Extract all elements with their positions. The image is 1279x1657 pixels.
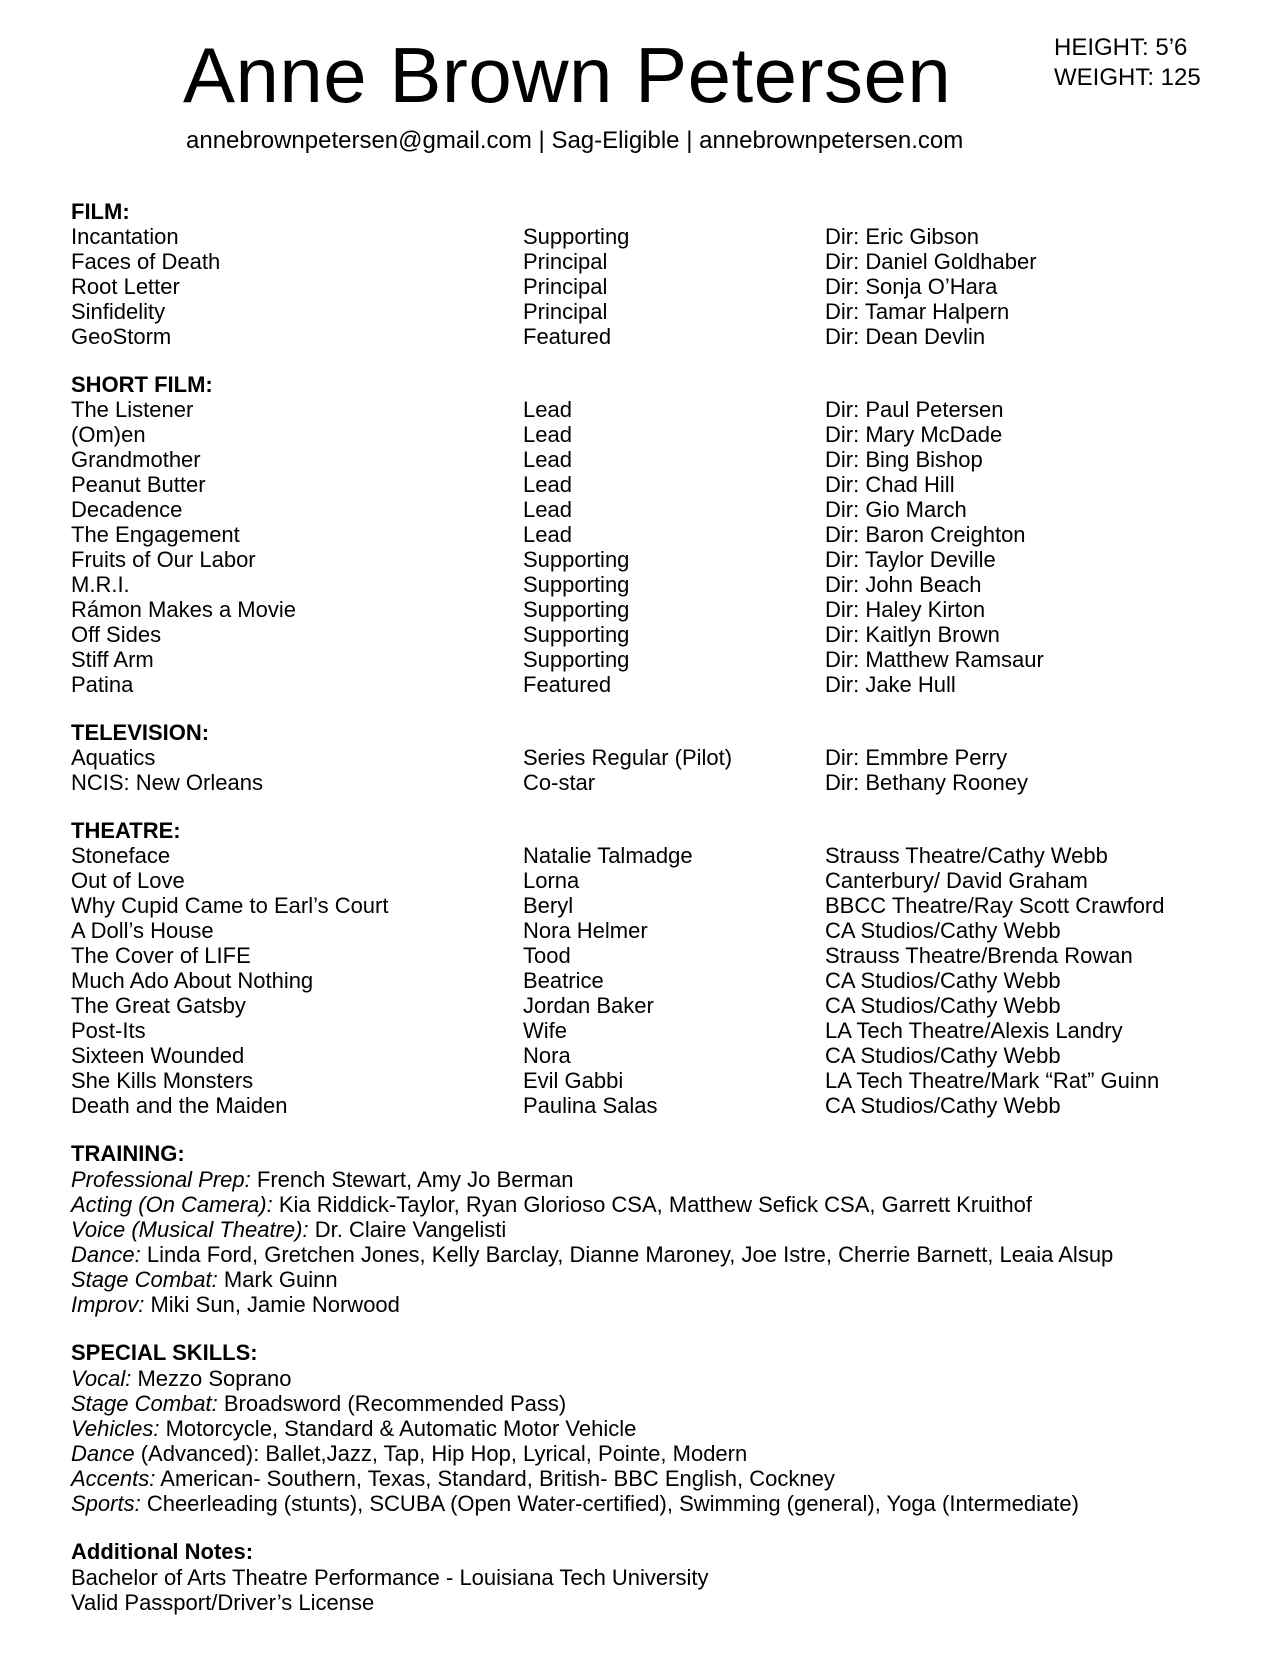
- credit-role: Lorna: [523, 868, 580, 893]
- credit-director: LA Tech Theatre/Alexis Landry: [825, 1018, 1123, 1043]
- credit-title: Much Ado About Nothing: [71, 968, 314, 993]
- labeled-line: [71, 1167, 1251, 1192]
- credit-title: Fruits of Our Labor: [71, 547, 256, 572]
- credit-role: Evil Gabbi: [523, 1068, 624, 1093]
- credit-director: Dir: Mary McDade: [825, 422, 1003, 447]
- line-text: Dr. Claire Vangelisti: [308, 1217, 507, 1242]
- credit-role: Wife: [523, 1018, 567, 1043]
- line-text: Mezzo Soprano: [131, 1366, 292, 1391]
- credit-title: Death and the Maiden: [71, 1093, 288, 1118]
- credit-title: She Kills Monsters: [71, 1068, 254, 1093]
- credit-role: Supporting: [523, 647, 630, 672]
- line-text: Miki Sun, Jamie Norwood: [144, 1292, 400, 1317]
- line-label: Acting (On Camera):: [71, 1192, 273, 1217]
- line-text: American- Southern, Texas, Standard, British- BBC English, Cockney: [155, 1466, 835, 1491]
- labeled-line: [71, 1242, 1251, 1267]
- line-text: Broadsword (Recommended Pass): [217, 1391, 567, 1416]
- credit-title: Sixteen Wounded: [71, 1043, 245, 1068]
- credit-title: Patina: [71, 672, 134, 697]
- short-film-rows: [71, 397, 1251, 697]
- credit-role: Jordan Baker: [523, 993, 654, 1018]
- credit-role: Lead: [523, 472, 572, 497]
- special-skills-items: [71, 1366, 1251, 1516]
- short-film-section: [71, 373, 1251, 697]
- credit-role: Principal: [523, 274, 608, 299]
- credit-row: [71, 324, 1251, 349]
- credit-director: Dir: Baron Creighton: [825, 522, 1026, 547]
- credit-director: Dir: Kaitlyn Brown: [825, 622, 1000, 647]
- line-label: Dance: [71, 1441, 135, 1466]
- credit-row: [71, 868, 1251, 893]
- credit-title: The Listener: [71, 397, 194, 422]
- credit-title: Aquatics: [71, 745, 156, 770]
- credit-director: CA Studios/Cathy Webb: [825, 1093, 1061, 1118]
- credit-role: Nora: [523, 1043, 571, 1068]
- training-items: [71, 1167, 1251, 1317]
- credit-row: [71, 993, 1251, 1018]
- labeled-line: [71, 1441, 1251, 1466]
- credit-title: The Engagement: [71, 522, 240, 547]
- credit-director: BBCC Theatre/Ray Scott Crawford: [825, 893, 1165, 918]
- credit-director: Dir: Bethany Rooney: [825, 770, 1028, 795]
- credit-row: [71, 893, 1251, 918]
- labeled-line: [71, 1416, 1251, 1441]
- credit-row: [71, 522, 1251, 547]
- credit-row: [71, 918, 1251, 943]
- credit-role: Lead: [523, 522, 572, 547]
- line-label: Professional Prep:: [71, 1167, 251, 1192]
- credit-director: CA Studios/Cathy Webb: [825, 968, 1061, 993]
- credit-director: Canterbury/ David Graham: [825, 868, 1088, 893]
- line-label: Accents:: [71, 1466, 156, 1491]
- line-label: Dance:: [71, 1242, 141, 1267]
- credit-director: Dir: Haley Kirton: [825, 597, 986, 622]
- note-line: Valid Passport/Driver’s License: [71, 1590, 375, 1615]
- credit-title: Faces of Death: [71, 249, 221, 274]
- credit-director: Dir: Matthew Ramsaur: [825, 647, 1044, 672]
- credit-title: A Doll’s House: [71, 918, 214, 943]
- credit-role: Principal: [523, 249, 608, 274]
- resume-body: [71, 200, 1251, 1639]
- credit-row: [71, 224, 1251, 249]
- credit-director: CA Studios/Cathy Webb: [825, 993, 1061, 1018]
- credit-row: [71, 249, 1251, 274]
- credit-role: Paulina Salas: [523, 1093, 658, 1118]
- credit-title: Sinfidelity: [71, 299, 166, 324]
- additional-notes-heading: Additional Notes:: [71, 1539, 254, 1564]
- credit-title: M.R.I.: [71, 572, 130, 597]
- credit-role: Co-star: [523, 770, 596, 795]
- line-text: Motorcycle, Standard & Automatic Motor Vehicle: [159, 1416, 637, 1441]
- credit-title: Stiff Arm: [71, 647, 154, 672]
- film-heading: FILM:: [71, 199, 130, 224]
- line-label: Vehicles:: [71, 1416, 160, 1441]
- credit-director: Dir: John Beach: [825, 572, 982, 597]
- credit-role: Principal: [523, 299, 608, 324]
- credit-role: Nora Helmer: [523, 918, 648, 943]
- credit-title: Root Letter: [71, 274, 180, 299]
- credit-row: [71, 1043, 1251, 1068]
- credit-role: Supporting: [523, 572, 630, 597]
- contact-line: annebrownpetersen@gmail.com | Sag-Eligible | annebrownpetersen.com: [186, 127, 964, 154]
- credit-row: [71, 299, 1251, 324]
- television-rows: [71, 745, 1251, 795]
- credit-director: Dir: Jake Hull: [825, 672, 956, 697]
- credit-role: Series Regular (Pilot): [523, 745, 733, 770]
- line-text: French Stewart, Amy Jo Berman: [250, 1167, 574, 1192]
- credit-director: Dir: Tamar Halpern: [825, 299, 1010, 324]
- special-skills-heading: SPECIAL SKILLS:: [71, 1340, 258, 1365]
- labeled-line: [71, 1217, 1251, 1242]
- line-text: Mark Guinn: [217, 1267, 338, 1292]
- credit-director: Dir: Bing Bishop: [825, 447, 983, 472]
- credit-row: [71, 397, 1251, 422]
- credit-role: Lead: [523, 497, 572, 522]
- note-line: Bachelor of Arts Theatre Performance - Louisiana Tech University: [71, 1565, 709, 1590]
- weight-stat: WEIGHT: 125: [1054, 64, 1201, 91]
- credit-role: Featured: [523, 672, 612, 697]
- credit-role: Featured: [523, 324, 612, 349]
- line-label: Vocal:: [71, 1366, 132, 1391]
- credit-role: Supporting: [523, 622, 630, 647]
- credit-director: CA Studios/Cathy Webb: [825, 918, 1061, 943]
- theatre-section: [71, 819, 1251, 1118]
- credit-row: [71, 843, 1251, 868]
- line-text: Cheerleading (stunts), SCUBA (Open Water-certified), Swimming (general), Yoga (Intermediate): [140, 1491, 1079, 1516]
- line-text: Linda Ford, Gretchen Jones, Kelly Barclay, Dianne Maroney, Joe Istre, Cherrie Barnett, Leaia Alsup: [140, 1242, 1114, 1267]
- credit-director: Dir: Emmbre Perry: [825, 745, 1008, 770]
- credit-director: CA Studios/Cathy Webb: [825, 1043, 1061, 1068]
- height-stat: HEIGHT: 5’6: [1054, 34, 1188, 61]
- actor-name: Anne Brown Petersen: [183, 31, 952, 119]
- credit-director: Strauss Theatre/Brenda Rowan: [825, 943, 1133, 968]
- short-film-heading: SHORT FILM:: [71, 372, 213, 397]
- theatre-rows: [71, 843, 1251, 1118]
- credit-row: [71, 745, 1251, 770]
- credit-row: [71, 597, 1251, 622]
- credit-title: The Great Gatsby: [71, 993, 246, 1018]
- credit-row: [71, 447, 1251, 472]
- credit-title: Why Cupid Came to Earl’s Court: [71, 893, 389, 918]
- television-heading: TELEVISION:: [71, 720, 210, 745]
- credit-title: Grandmother: [71, 447, 201, 472]
- credit-title: The Cover of LIFE: [71, 943, 251, 968]
- credit-row: [71, 572, 1251, 597]
- credit-title: NCIS: New Orleans: [71, 770, 263, 795]
- credit-role: Supporting: [523, 597, 630, 622]
- credit-role: Lead: [523, 447, 572, 472]
- credit-row: [71, 968, 1251, 993]
- credit-row: [71, 1093, 1251, 1118]
- line-label: Stage Combat:: [71, 1391, 218, 1416]
- physical-stats: [1054, 33, 1201, 93]
- credit-director: Dir: Sonja O’Hara: [825, 274, 998, 299]
- film-section: [71, 200, 1251, 349]
- line-label: Voice (Musical Theatre):: [71, 1217, 309, 1242]
- credit-role: Tood: [523, 943, 571, 968]
- credit-title: GeoStorm: [71, 324, 172, 349]
- special-skills-section: [71, 1341, 1251, 1516]
- credit-row: [71, 497, 1251, 522]
- labeled-line: [71, 1267, 1251, 1292]
- labeled-line: [71, 1366, 1251, 1391]
- line-text: (Advanced): Ballet,Jazz, Tap, Hip Hop, Lyrical, Pointe, Modern: [134, 1441, 748, 1466]
- credit-director: Dir: Paul Petersen: [825, 397, 1004, 422]
- credit-title: Out of Love: [71, 868, 185, 893]
- credit-director: Dir: Chad Hill: [825, 472, 955, 497]
- credit-row: [71, 472, 1251, 497]
- credit-row: [71, 1068, 1251, 1093]
- labeled-line: [71, 1466, 1251, 1491]
- credit-row: [71, 647, 1251, 672]
- credit-director: Dir: Dean Devlin: [825, 324, 986, 349]
- labeled-line: [71, 1491, 1251, 1516]
- credit-row: [71, 770, 1251, 795]
- credit-title: Off Sides: [71, 622, 162, 647]
- credit-title: Rámon Makes a Movie: [71, 597, 296, 622]
- credit-role: Supporting: [523, 224, 630, 249]
- credit-title: Decadence: [71, 497, 183, 522]
- training-heading: TRAINING:: [71, 1141, 185, 1166]
- credit-row: [71, 1018, 1251, 1043]
- credit-director: Dir: Gio March: [825, 497, 967, 522]
- credit-title: Post-Its: [71, 1018, 146, 1043]
- credit-row: [71, 547, 1251, 572]
- credit-row: [71, 622, 1251, 647]
- credit-role: Beryl: [523, 893, 574, 918]
- credit-role: Lead: [523, 422, 572, 447]
- line-text: Kia Riddick-Taylor, Ryan Glorioso CSA, Matthew Sefick CSA, Garrett Kruithof: [272, 1192, 1033, 1217]
- credit-director: Strauss Theatre/Cathy Webb: [825, 843, 1108, 868]
- film-rows: [71, 224, 1251, 349]
- credit-director: Dir: Taylor Deville: [825, 547, 996, 572]
- credit-role: Beatrice: [523, 968, 604, 993]
- line-label: Stage Combat:: [71, 1267, 218, 1292]
- training-section: [71, 1142, 1251, 1317]
- credit-title: Stoneface: [71, 843, 171, 868]
- credit-role: Lead: [523, 397, 572, 422]
- credit-row: [71, 672, 1251, 697]
- labeled-line: [71, 1292, 1251, 1317]
- line-label: Sports:: [71, 1491, 141, 1516]
- credit-title: (Om)en: [71, 422, 146, 447]
- credit-row: [71, 943, 1251, 968]
- theatre-heading: THEATRE:: [71, 818, 181, 843]
- credit-director: Dir: Eric Gibson: [825, 224, 980, 249]
- credit-role: Natalie Talmadge: [523, 843, 693, 868]
- credit-row: [71, 422, 1251, 447]
- labeled-line: [71, 1391, 1251, 1416]
- additional-notes-section: [71, 1540, 1251, 1615]
- television-section: [71, 721, 1251, 795]
- credit-row: [71, 274, 1251, 299]
- credit-director: Dir: Daniel Goldhaber: [825, 249, 1037, 274]
- labeled-line: [71, 1192, 1251, 1217]
- credit-title: Peanut Butter: [71, 472, 206, 497]
- credit-title: Incantation: [71, 224, 179, 249]
- credit-role: Supporting: [523, 547, 630, 572]
- credit-director: LA Tech Theatre/Mark “Rat” Guinn: [825, 1068, 1160, 1093]
- line-label: Improv:: [71, 1292, 145, 1317]
